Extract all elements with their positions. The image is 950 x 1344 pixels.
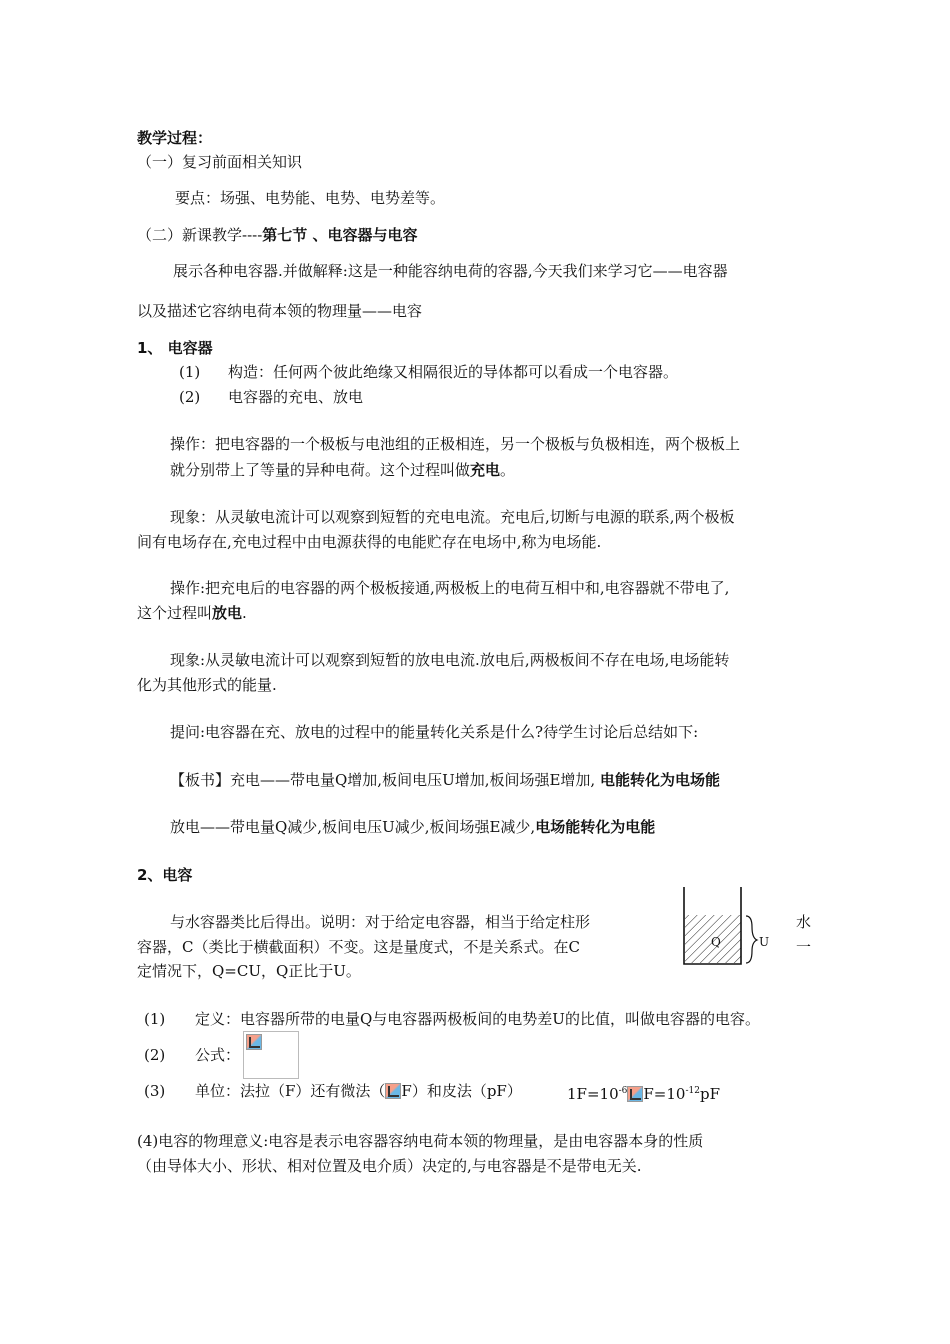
page-title: 教学过程： xyxy=(137,129,213,147)
board-charge-conclusion: 电能转化为电场能 xyxy=(599,771,720,789)
item1-number: (1) xyxy=(179,363,201,381)
new-lesson-heading xyxy=(137,225,418,245)
operation1-text: 就分别带上了等量的异种电荷。这个过程叫做 xyxy=(170,461,471,479)
micro-symbol-image-icon xyxy=(627,1086,643,1102)
analogy-line-3: 定情况下，Q=CU，Q正比于U。 xyxy=(137,962,361,980)
item2-number: (2) xyxy=(179,388,201,406)
operation2-line-1: 操作:把充电后的电容器的两个极板接通,两极板上的电荷互相中和,电容器就不带电了, xyxy=(170,579,730,597)
operation1-line-2 xyxy=(170,460,515,480)
unit-eq-mid: F=10 xyxy=(643,1085,686,1103)
phenomenon1-line-2: 间有电场存在,充电过程中由电源获得的电能贮存在电场中,称为电场能. xyxy=(137,533,602,551)
intro-line-1: 展示各种电容器.并做解释:这是一种能容纳电荷的容器,今天我们来学习它——电容器 xyxy=(173,262,728,280)
discharge-note xyxy=(170,817,655,837)
diagram-u-label: U xyxy=(759,935,770,949)
unit-conversion xyxy=(567,1081,720,1104)
analogy-line-1: 与水容器类比后得出。说明：对于给定电容器，相当于给定柱形 xyxy=(170,913,591,931)
phenomenon2-line-2: 化为其他形式的能量. xyxy=(137,676,277,694)
discharging-term: 放电 xyxy=(212,604,243,622)
phenomenon1-line-1: 现象：从灵敏电流计可以观察到短暂的充电电流。充电后,切断与电源的联系,两个极板 xyxy=(170,508,735,526)
water-container-diagram xyxy=(676,885,780,970)
board-note xyxy=(170,770,720,790)
definition-number: (1) xyxy=(144,1010,166,1028)
broken-image-icon xyxy=(246,1034,262,1050)
unit-line xyxy=(195,1081,522,1101)
unit-eq-start: 1F=10 xyxy=(567,1085,619,1103)
meaning-line-2: （由导体大小、形状、相对位置及电介质）决定的,与电容器是不是带电无关. xyxy=(137,1157,642,1175)
formula-number: (2) xyxy=(144,1046,166,1064)
question: 提问:电容器在充、放电的过程中的能量转化关系是什么?待学生讨论后总结如下: xyxy=(170,723,699,741)
analogy-line-2: 容器，C（类比于横截面积）不变。这是量度式，不是关系式。在C xyxy=(137,938,580,956)
operation2-line-2 xyxy=(137,603,247,623)
unit-number: (3) xyxy=(144,1082,166,1100)
unit-text: 单位：法拉（F）还有微法（ xyxy=(195,1082,386,1100)
board-discharge-text: 放电——带电量Q减少,板间电压U减少,板间场强E减少, xyxy=(170,818,536,836)
side-char-1: 水 xyxy=(796,913,812,931)
micro-symbol-image-icon xyxy=(385,1083,401,1099)
operation1-end: 。 xyxy=(500,461,516,479)
intro-line-2: 以及描述它容纳电荷本领的物理量——电容 xyxy=(137,302,423,320)
section1-heading: 1、 电容器 xyxy=(137,339,213,357)
new-lesson-prefix: （二）新课教学---- xyxy=(137,226,263,244)
diagram-q-label: Q xyxy=(711,935,721,949)
side-char-2: 一 xyxy=(796,938,812,956)
item1-text: 构造：任何两个彼此绝缘又相隔很近的导体都可以看成一个电容器。 xyxy=(228,363,679,381)
unit-text-2: F）和皮法（pF） xyxy=(401,1082,522,1100)
section2-heading: 2、电容 xyxy=(137,866,193,884)
exponent-1: -6 xyxy=(618,1086,628,1096)
operation2-text: 这个过程叫 xyxy=(137,604,213,622)
charging-term: 充电 xyxy=(470,461,501,479)
meaning-line-1: (4)电容的物理意义:电容是表示电容器容纳电荷本领的物理量，是由电容器本身的性质 xyxy=(137,1132,704,1150)
board-charge-text: 【板书】充电——带电量Q增加,板间电压U增加,板间场强E增加, xyxy=(170,771,596,789)
board-discharge-conclusion: 电场能转化为电能 xyxy=(535,818,656,836)
unit-eq-end: pF xyxy=(699,1085,720,1103)
operation2-end: . xyxy=(242,604,247,622)
formula-label: 公式： xyxy=(195,1046,241,1064)
height-brace xyxy=(746,916,757,963)
phenomenon2-line-1: 现象:从灵敏电流计可以观察到短暂的放电电流.放电后,两极板间不存在电场,电场能转 xyxy=(170,651,730,669)
lesson-title: 第七节 、电容器与电容 xyxy=(262,226,418,244)
review-points: 要点：场强、电势能、电势、电势差等。 xyxy=(175,189,446,207)
review-heading: （一）复习前面相关知识 xyxy=(137,153,303,171)
exponent-2: -12 xyxy=(685,1086,700,1096)
operation1-line-1: 操作：把电容器的一个极板与电池组的正极相连，另一个极板与负极相连，两个极板上 xyxy=(170,435,741,453)
formula-image xyxy=(243,1031,299,1079)
definition-text: 定义：电容器所带的电量Q与电容器两极板间的电势差U的比值，叫做电容器的电容。 xyxy=(195,1010,760,1028)
item2-text: 电容器的充电、放电 xyxy=(228,388,364,406)
